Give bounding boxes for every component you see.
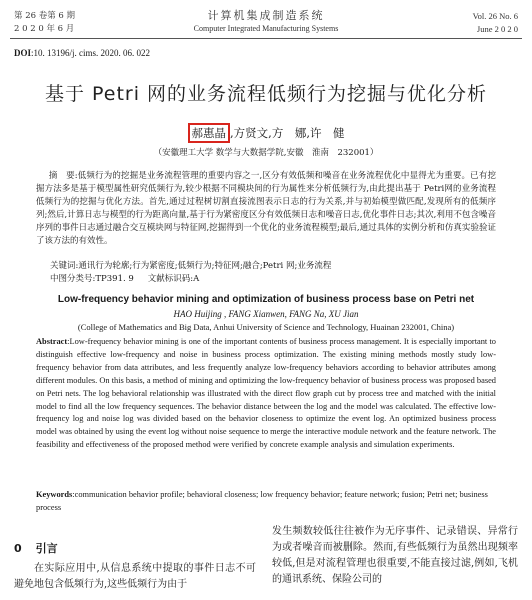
section-title: 引言: [35, 542, 58, 555]
document-code: 文献标识码:A: [147, 274, 200, 284]
section-number: 0: [14, 542, 22, 555]
journal-name-en: Computer Integrated Manufacturing Systems: [193, 24, 339, 33]
first-author-highlighted: 郝惠晶: [188, 123, 231, 143]
affiliation-en: (College of Mathematics and Big Data, Anhui University of Science and Technology, Huainan 232001, China): [77, 322, 455, 332]
paper-title-cn: 基于 Petri 网的业务流程低频行为挖掘与优化分析: [44, 83, 488, 105]
keywords-en-text: :communication behavior profile; behavioral closeness; low frequency behavior; feature network; fusion; Petri net; business process: [36, 490, 488, 512]
doi-value[interactable]: :10. 13196/j. cims. 2020. 06. 022: [31, 48, 151, 58]
doi-line: [14, 48, 150, 58]
header-divider: [10, 38, 522, 39]
authors-cn: [0, 123, 532, 143]
body-text-left-column: 在实际应用中,从信息系统中提取的事件日志不可避免地包含低频行为,这些低频行为由于: [14, 563, 256, 590]
keywords-cn: 关键词:通讯行为轮廓;行为紧密度;低频行为;特征网;融合;Petri 网;业务流程: [50, 261, 332, 271]
body-text-right-column: 发生频数较低往往被作为无序事件、记录错误、异常行为或者噪音而被删除。然而,有些低频行为虽然出现频率较低,但是对流程管理也很重要,不能直接过滤,例如,飞机的通讯系统、保险公司的: [272, 526, 518, 585]
keywords-en-label: Keywords: [36, 490, 73, 499]
doi-label: DOI: [14, 48, 32, 58]
header-volume-en: [473, 10, 518, 36]
volume-en: Vol. 26 No. 6: [472, 11, 518, 21]
other-authors-cn: ,方贤文,方 娜,许 健: [230, 126, 345, 140]
journal-name-cn: 计算机集成制造系统: [207, 9, 325, 22]
abstract-cn: 摘 要:低频行为的挖掘是业务流程管理的重要内容之一,区分有效低频和噪音在业务流程优化中显得尤为重要。已有挖掘方法多是基于模型属性研究低频行为,较少根据不同模块间的行为属性来分析低频行为,由此提出基于 Petri网的业务流程低频行为的挖掘与优化方法。首先,通过过程树切割直接流图表示日志的行为关系,并与初始模型做匹配,发现所有的低频序列;然后,计算日志与模型的行为距离向量,基于行为紧密度区分有效低频日志和噪音日志,优化事件日志;其次,利用不包含噪音序列的事件日志通过融合交互模块网与特征网,挖掘得到一个优化的业务流程模型;最后,通过具体的实例分析和仿真实验验证了该方法的有效性。: [36, 171, 496, 246]
authors-en: HAO Huijing , FANG Xianwen, FANG Na, XU Jian: [173, 309, 359, 319]
abstract-en: [36, 336, 496, 452]
paper-title-en: Low-frequency behavior mining and optimization of business process base on Petri net: [57, 294, 475, 305]
date-cn: 2 0 2 0 年 6 月: [14, 24, 75, 34]
clc-number: 中图分类号:TP391. 9: [50, 274, 134, 284]
abstract-en-text: :Low-frequency behavior mining is one of the important contents of business process management. It is especially important to distinguish effective low-frequency and noise in business process optimization. The existing mining methods mostly study low-frequency behavior from data attributes, and less frequently analyze low-frequency behaviors according to behavior attributes among different modules. On this basis, a method of mining and optimizing the low-frequency behavior of business process was proposed based on Petri nets. The log behavioral relationship was illustrated with the direct flow graph cut by process tree and matched with the initial model to find all the low frequency sequences. The behavior distance between the log and the model was calculated. The effective low-frequency log and noise log was divided based on the behavior closeness to optimize the event log. An optimized business process model was obtained by using the event log without noise sequence to merge the interactive module network and the feature network. The feasibility and effectiveness of the proposed method were verified by concrete example analysis and simulation experiments.: [36, 337, 496, 450]
header-journal: [0, 9, 532, 34]
volume-cn: 第 26 卷第 6 期: [14, 11, 76, 21]
abstract-en-label: Abstract: [36, 337, 68, 346]
keywords-en: [36, 489, 496, 515]
affiliation-cn: （安徽理工大学 数学与大数据学院,安徽 淮南 232001）: [153, 148, 379, 158]
section-heading: [14, 540, 58, 556]
date-en: June 2 0 2 0: [476, 24, 518, 34]
classification-cn: [50, 272, 199, 284]
